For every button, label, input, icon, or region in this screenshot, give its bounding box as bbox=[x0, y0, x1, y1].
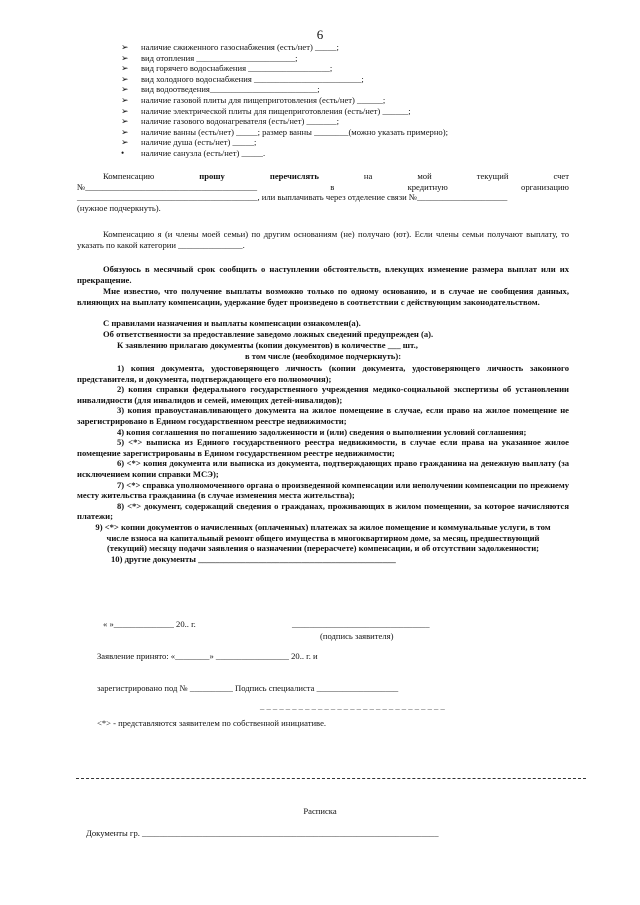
compensation-word: Компенсацию bbox=[103, 171, 155, 181]
housing-condition-text: вид горячего водоснабжения ___________________; bbox=[141, 63, 333, 74]
compensation-word: в bbox=[330, 181, 335, 192]
underline-hint: (нужное подчеркнуть). bbox=[77, 202, 161, 213]
compensation-word: на bbox=[363, 171, 373, 181]
page-number: 6 bbox=[316, 27, 324, 42]
document-item: 4) копия соглашения по погашению задолженности и (или) сведения о выполнении условий соглашения; bbox=[117, 426, 527, 437]
applicant-signature-line: ________________________________ bbox=[292, 619, 430, 629]
compensation-word: мой bbox=[417, 171, 432, 181]
housing-condition-text: вид водоотведения_________________________; bbox=[141, 84, 320, 95]
bullet-marker: ➢ bbox=[121, 105, 129, 116]
compensation-transfer-line-1 bbox=[77, 171, 569, 182]
bullet-marker: ➢ bbox=[121, 42, 129, 52]
compensation-word: счет bbox=[553, 171, 569, 181]
rules-acknowledgement: С правилами назначения и выплаты компенсации ознакомлен(а). bbox=[103, 318, 361, 328]
housing-condition-item bbox=[121, 63, 561, 74]
document-item: 10) другие документы ______________________________________________ bbox=[111, 553, 396, 564]
compensation-word: №________________________________________ bbox=[77, 181, 258, 192]
bullet-marker: ➢ bbox=[121, 137, 129, 148]
housing-condition-text: наличие сжиженного газоснабжения (есть/нет) _____; bbox=[141, 42, 339, 52]
attachments-count: К заявлению прилагаю документы (копии документов) в количестве ___ шт., bbox=[117, 340, 418, 350]
compensation-word: перечислять bbox=[269, 171, 319, 181]
bullet-marker: ➢ bbox=[121, 126, 129, 137]
compensation-transfer-block bbox=[77, 171, 569, 213]
housing-condition-text: наличие душа (есть/нет) _____; bbox=[141, 137, 257, 148]
bullet-marker: • bbox=[121, 147, 125, 158]
document-item: 6) <*> копия документа или выписка из документа, подтверждающих право гражданина на денежную выплату (за исключением копии справки МСЭ); bbox=[77, 458, 569, 479]
receipt-documents-line: Документы гр. _____________________________________________________________________ bbox=[86, 828, 439, 838]
short-dashed-separator: _ _ _ _ _ _ _ _ _ _ _ _ _ _ _ _ _ _ _ _ _ _ _ _ _ _ _ _ _ bbox=[260, 701, 445, 711]
compensation-transfer-line-2 bbox=[77, 182, 569, 193]
compensation-word: прошу bbox=[199, 171, 225, 181]
obligation-paragraph: Обязуюсь в месячный срок сообщить о наступлении обстоятельств, влекущих изменение размера выплат или их прекращение. bbox=[77, 264, 569, 285]
housing-condition-text: наличие газового водонагревателя (есть/нет) _______; bbox=[141, 116, 339, 127]
housing-condition-item bbox=[121, 84, 561, 95]
application-date: « »______________ 20.. г. bbox=[103, 619, 196, 629]
housing-condition-text: вид отопления _______________________; bbox=[141, 52, 298, 63]
housing-condition-item bbox=[121, 42, 561, 53]
documents-list bbox=[77, 363, 569, 564]
housing-condition-item bbox=[121, 116, 561, 127]
bullet-marker: ➢ bbox=[121, 84, 129, 95]
cut-line bbox=[76, 778, 586, 779]
document-item: 7) <*> справка уполномоченного органа о произведенной компенсации или неполучении компенсации по прежнему месту жительства гражданина (в случае изменения места жительства); bbox=[77, 479, 569, 501]
housing-condition-text: наличие санузла (есть/нет) _____. bbox=[141, 147, 266, 158]
housing-condition-item bbox=[121, 95, 561, 106]
document-item: 9) <*> копии документов о начисленных (оплаченных) платежах за жилое помещение и коммунальные услуги, в том числе взноса на капитальный ремонт общего имущества в многоквартирном доме, за месяц, предшествующий (текущий) месяцу подачи заявления о назначении (перерасчете) компенсации, и об отсутствии задолженности; bbox=[95, 521, 551, 554]
housing-condition-item bbox=[121, 137, 561, 148]
bullet-marker: ➢ bbox=[121, 116, 129, 127]
known-paragraph: Мне известно, что получение выплаты возможно только по одному основанию, и в случае не сообщения данных, влияющих на выплату компенсации, удержание будет произведено в соответствии с действующим законодательством. bbox=[77, 286, 569, 307]
responsibility-warning: Об ответственности за предоставление заведомо ложных сведений предупрежден (а). bbox=[103, 329, 434, 339]
document-item: 5) <*> выписка из Единого государственного реестра недвижимости, в случае если права на указанное жилое помещение зарегистрированы в Едином государственном реестре недвижимости; bbox=[77, 437, 569, 458]
compensation-word: организацию bbox=[521, 181, 569, 192]
housing-condition-item bbox=[121, 53, 561, 64]
compensation-transfer-line-3: __________________________________________, или выплачивать через отделение связи №_____________________ bbox=[77, 192, 508, 203]
application-accepted: Заявление принято: «________» _________________ 20.. г. и bbox=[97, 651, 318, 661]
housing-condition-text: наличие электрической плиты для пищеприготовления (есть/нет) ______; bbox=[141, 105, 411, 116]
bullet-marker: ➢ bbox=[121, 63, 129, 74]
footnote: <*> - представляются заявителем по собственной инициативе. bbox=[97, 718, 327, 728]
receipt-title: Расписка bbox=[303, 806, 337, 816]
bullet-marker: ➢ bbox=[121, 94, 129, 105]
document-item: 3) копия правоустанавливающего документа на жилое помещение в случае, если право на жилое помещение не зарегистрировано в Едином государственном реестре недвижимости; bbox=[77, 405, 569, 426]
housing-condition-item bbox=[121, 74, 561, 85]
bullet-marker: ➢ bbox=[121, 52, 129, 63]
document-item: 1) копия документа, удостоверяющего личность (копии документа, удостоверяющего личность законного представителя, и документа, подтверждающего его полномочия); bbox=[77, 363, 569, 384]
housing-condition-text: наличие газовой плиты для пищеприготовления (есть/нет) ______; bbox=[141, 94, 386, 105]
registration-line: зарегистрировано под № __________ Подпись специалиста ___________________ bbox=[97, 683, 399, 693]
housing-condition-text: вид холодного водоснабжения _________________________; bbox=[141, 73, 364, 84]
document-item: 2) копия справки федерального государственного учреждения медико-социальной экспертизы об установлении инвалидности (для инвалидов и семей, имеющих детей-инвалидов); bbox=[77, 384, 569, 405]
bullet-marker: ➢ bbox=[121, 73, 129, 84]
document-item: 8) <*> документ, содержащий сведения о гражданах, проживающих в жилом помещении, за которое начисляются платежи; bbox=[77, 500, 569, 522]
compensation-word: кредитную bbox=[407, 181, 448, 192]
housing-condition-item bbox=[121, 148, 561, 159]
housing-condition-text: наличие ванны (есть/нет) _____; размер ванны ________(можно указать примерно); bbox=[141, 126, 448, 137]
housing-condition-item bbox=[121, 106, 561, 117]
housing-condition-item bbox=[121, 127, 561, 138]
housing-conditions-list bbox=[121, 42, 561, 159]
compensation-word: текущий bbox=[476, 171, 509, 181]
other-basis-paragraph: Компенсацию я (и члены моей семьи) по другим основаниям (не) получаю (ют). Если члены семьи получают выплату, то указать по какой категории _______________. bbox=[77, 229, 569, 250]
applicant-signature-caption: (подпись заявителя) bbox=[320, 631, 394, 641]
attachments-including: в том числе (необходимое подчеркнуть): bbox=[244, 351, 402, 361]
